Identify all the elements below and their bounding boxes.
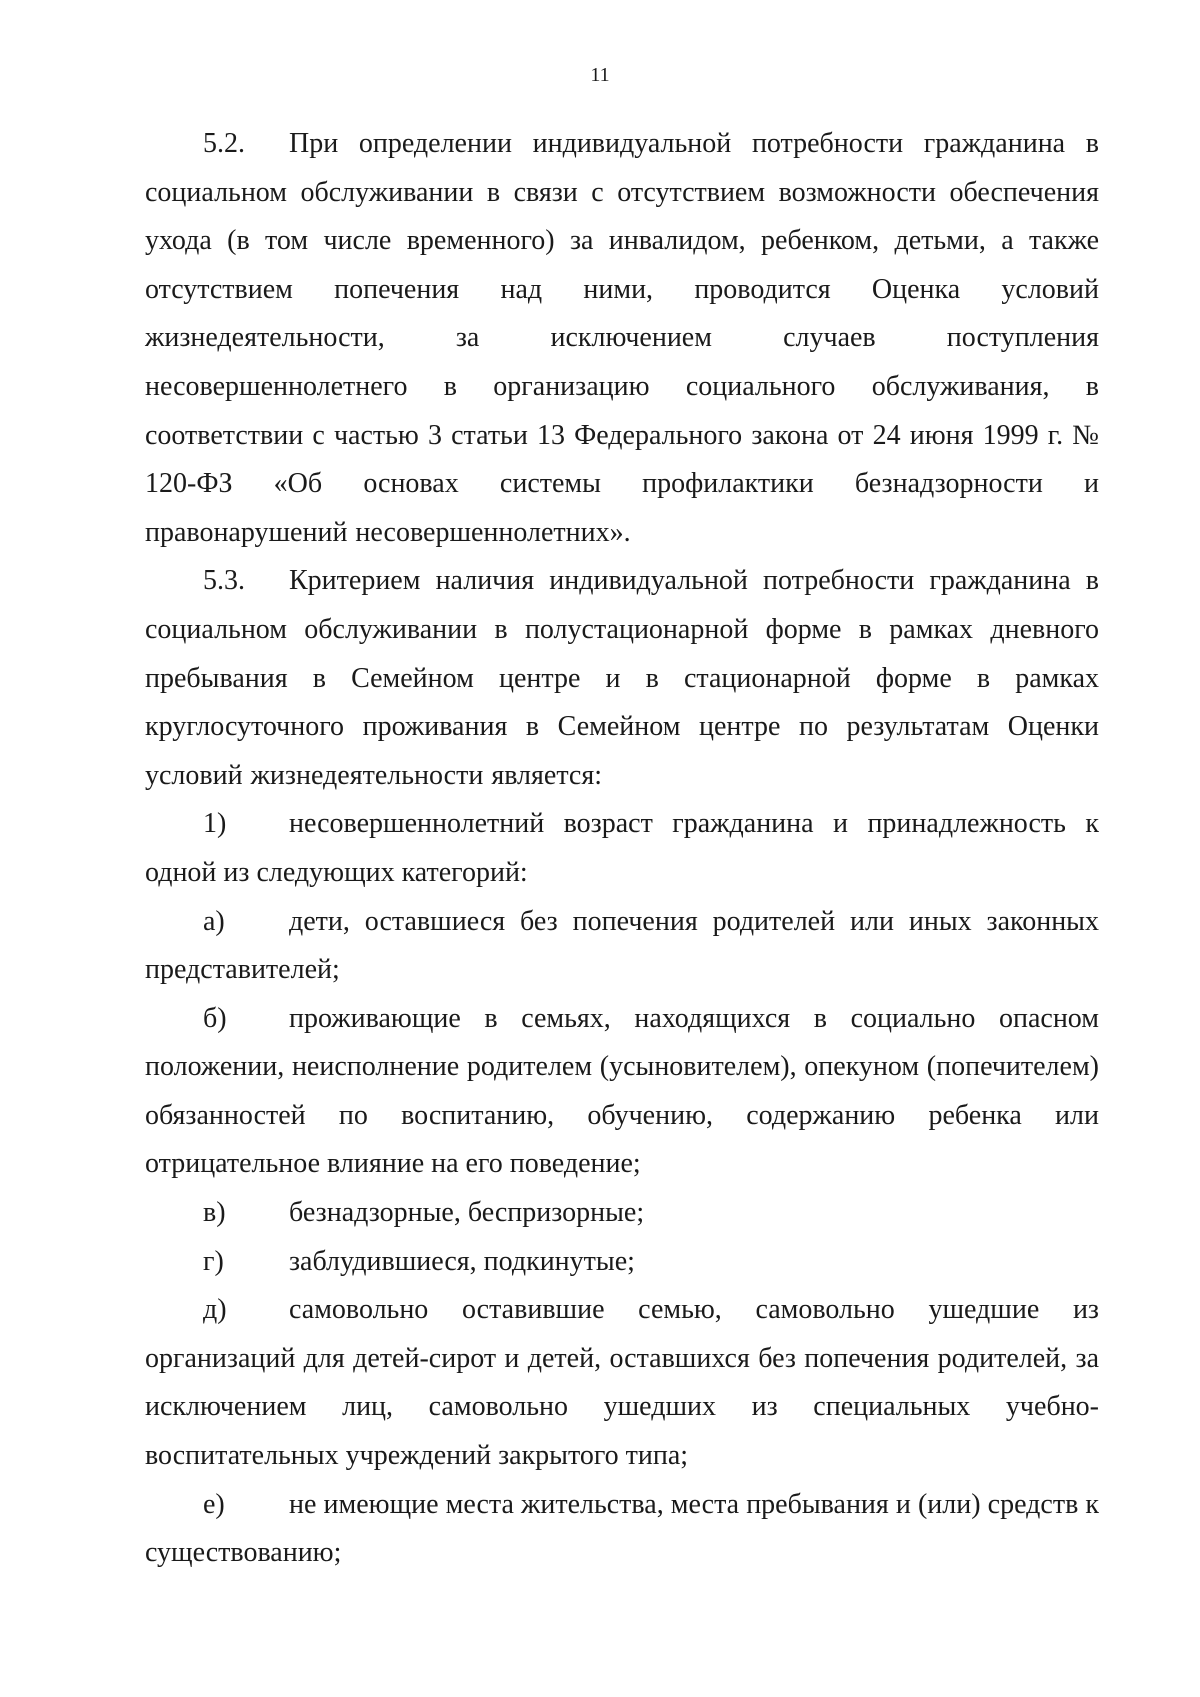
page-number: 11: [590, 64, 610, 86]
list-item-text: проживающие в семьях, находящихся в социально опасном положении, неисполнение родителем (усыновителем), опекуном (попечителем) обязанностей по воспитанию, обучению, содержанию ребенка или отрицательное влияние на его поведение;: [145, 1002, 1099, 1180]
list-marker: е): [203, 1488, 225, 1520]
list-item-g: [145, 1238, 1099, 1287]
list-marker: в): [203, 1197, 226, 1229]
list-marker: д): [203, 1294, 227, 1326]
list-item-v: [145, 1189, 1099, 1238]
list-item-b: [145, 995, 1099, 1189]
list-marker: 1): [203, 808, 227, 840]
paragraph-5-2: [145, 120, 1099, 557]
document-body: [145, 120, 1099, 1578]
paragraph-number: 5.3.: [203, 565, 245, 597]
list-item-d: [145, 1286, 1099, 1480]
list-item-a: [145, 898, 1099, 995]
list-item-text: заблудившиеся, подкинутые;: [289, 1245, 635, 1277]
list-item-e: [145, 1481, 1099, 1578]
paragraph-number: 5.2.: [203, 128, 245, 159]
list-item-text: несовершеннолетний возраст гражданина и принадлежность к одной из следующих категорий:: [145, 808, 1099, 888]
list-item-text: дети, оставшиеся без попечения родителей или иных законных представителей;: [145, 905, 1099, 986]
list-item-text: безнадзорные, беспризорные;: [289, 1197, 645, 1229]
paragraph-5-3: [145, 557, 1099, 800]
list-marker: б): [203, 1002, 227, 1034]
paragraph-text: При определении индивидуальной потребности гражданина в социальном обслуживании в связи с отсутствием возможности обеспечения ухода (в том числе временного) за инвалидом, ребенком, детьми, а также отсутствием попечения над ними, проводится Оценка условий жизнедеятельности, за исключением случаев поступления несовершеннолетнего в организацию социального обслуживания, в соответствии с частью 3 статьи 13 Федерального закона от 24 июня 1999 г. № 120-ФЗ «Об основах системы профилактики безнадзорности и правонарушений несовершеннолетних».: [145, 128, 1099, 548]
list-item-text: не имеющие места жительства, места пребывания и (или) средств к существованию;: [145, 1488, 1099, 1569]
list-marker: а): [203, 905, 225, 937]
list-item-text: самовольно оставившие семью, самовольно ушедшие из организаций для детей-сирот и детей, оставшихся без попечения родителей, за исключением лиц, самовольно ушедших из специальных учебно-воспитательных учреждений закрытого типа;: [145, 1294, 1099, 1472]
paragraph-text: Критерием наличия индивидуальной потребности гражданина в социальном обслуживании в полустационарной форме в рамках дневного пребывания в Семейном центре и в стационарной форме в рамках круглосуточного проживания в Семейном центре по результатам Оценки условий жизнедеятельности является:: [145, 565, 1099, 791]
list-marker: г): [203, 1245, 224, 1277]
list-item-1: [145, 800, 1099, 897]
